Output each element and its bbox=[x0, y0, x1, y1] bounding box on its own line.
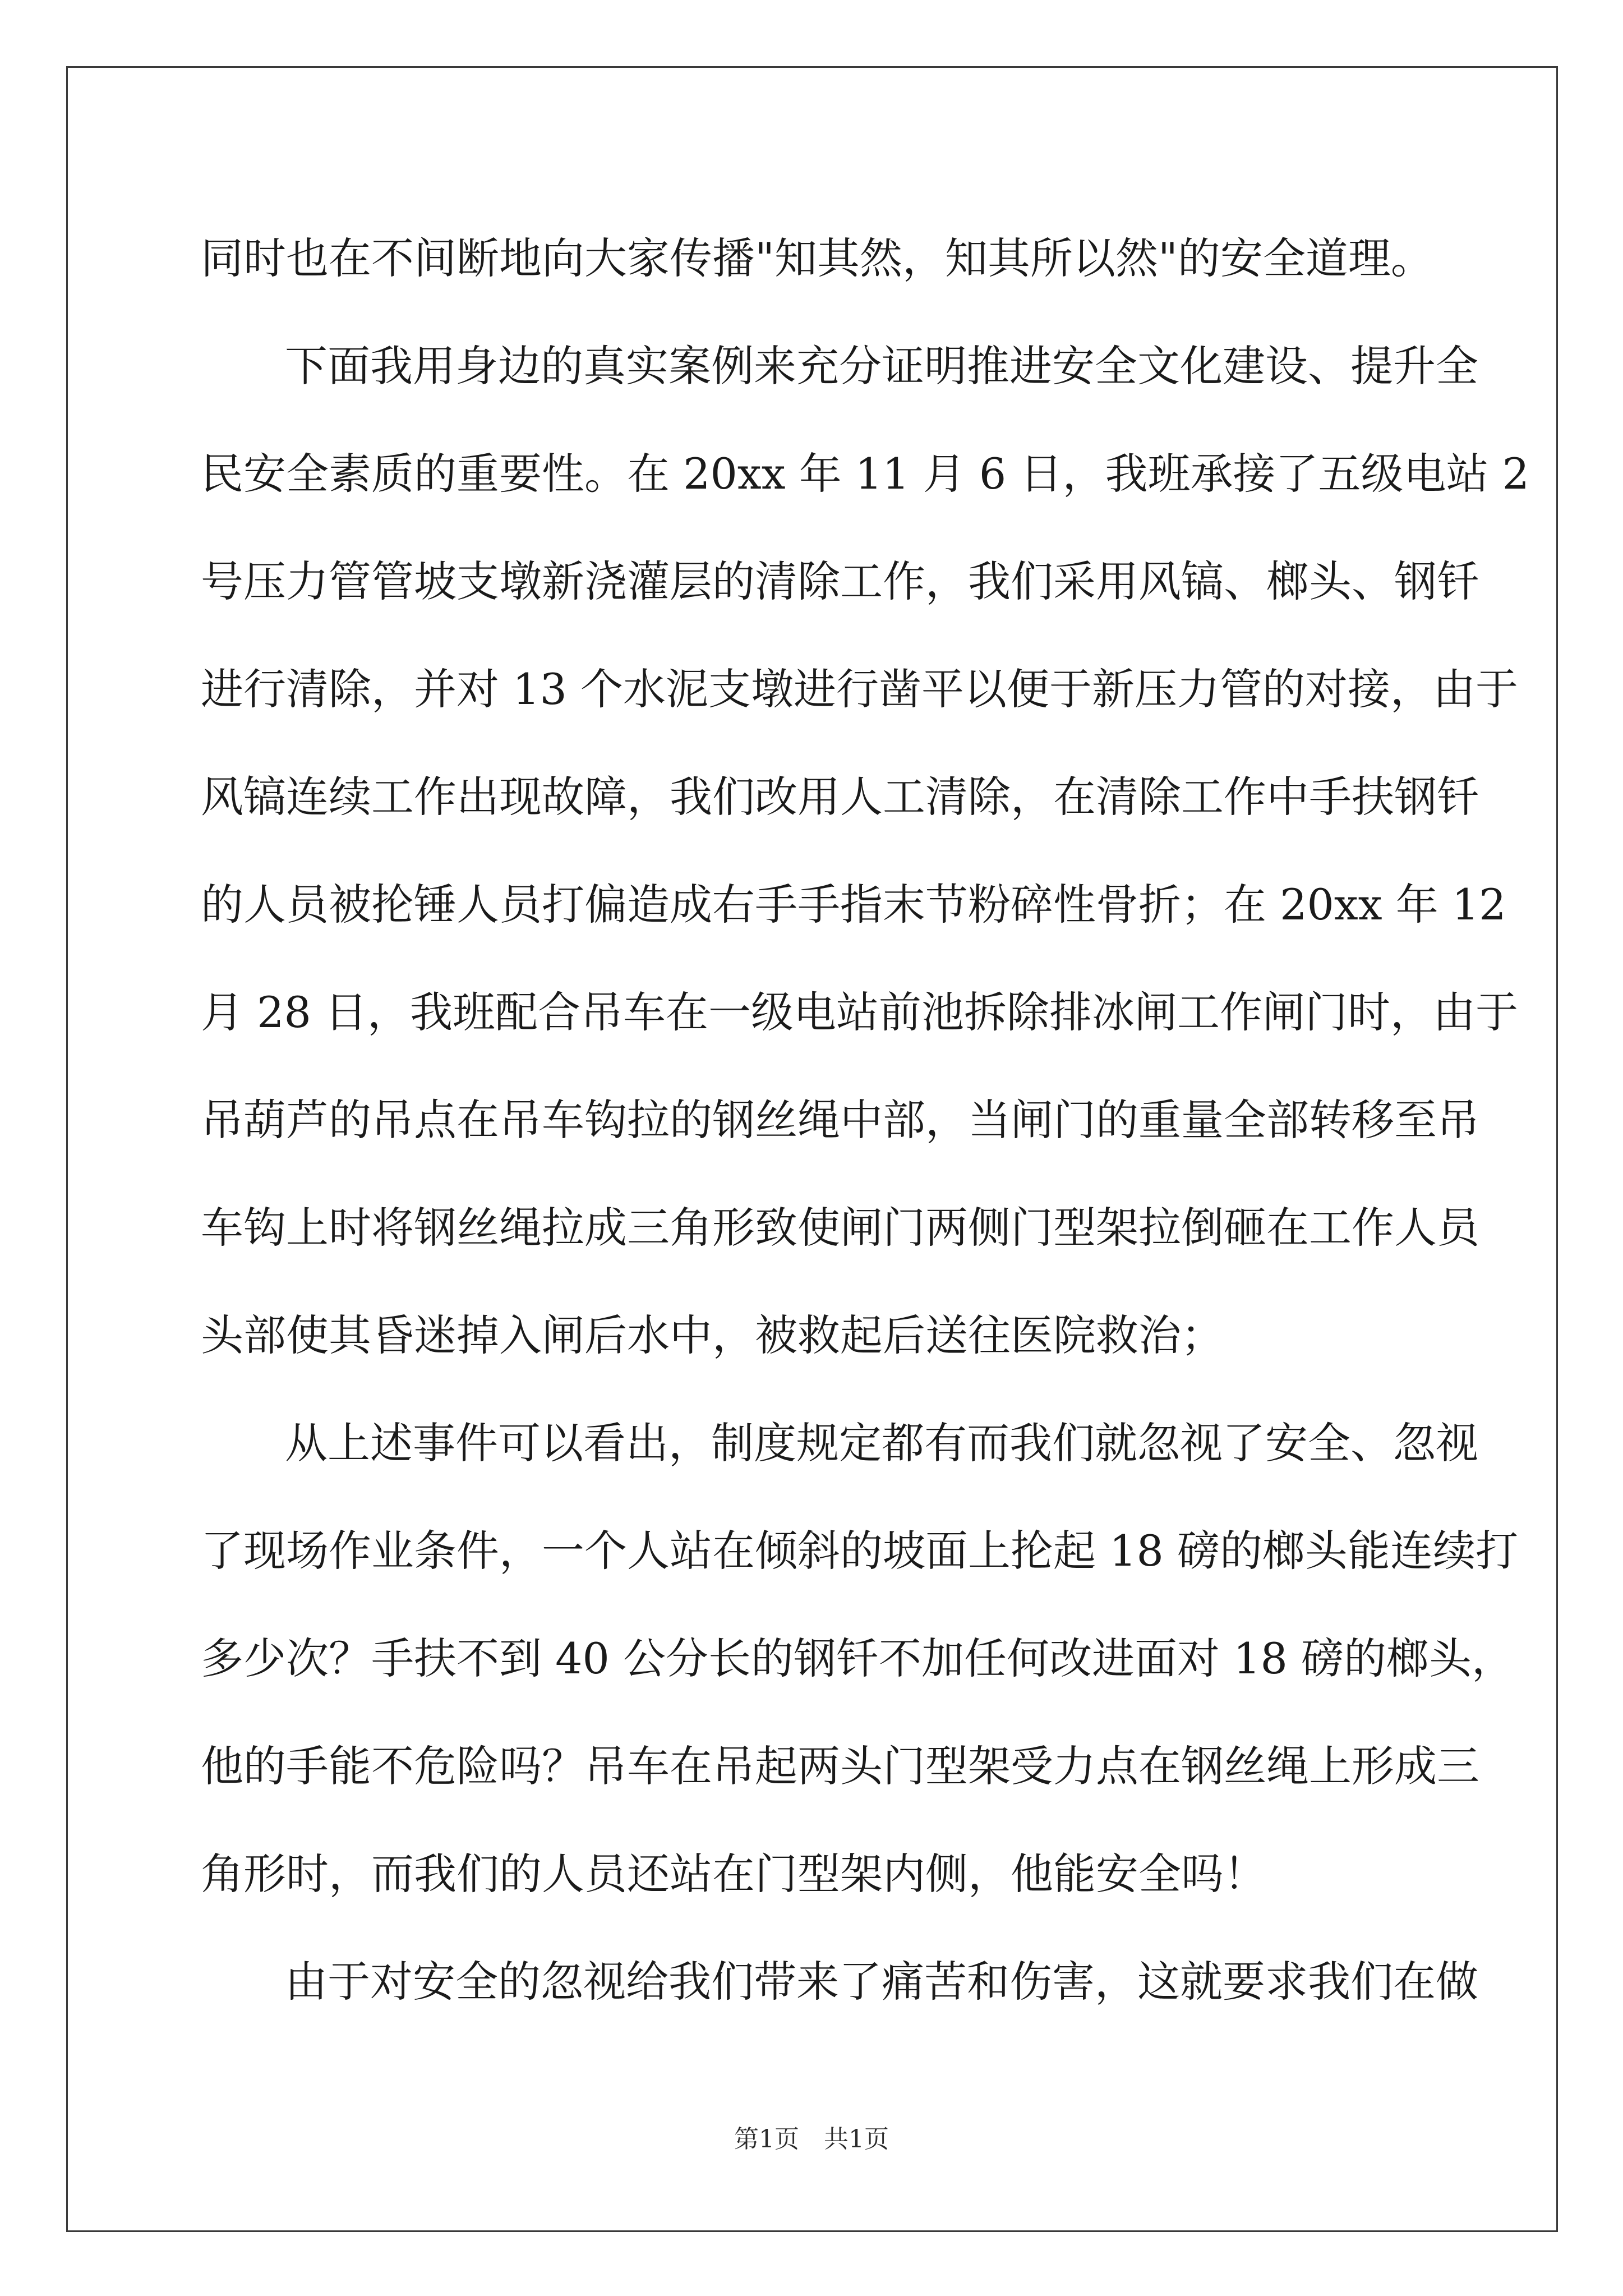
paragraph-start-line: 下面我用身边的真实案例来充分证明推进安全文化建设、提升全 bbox=[285, 341, 1478, 391]
text-line: 的人员被抡锤人员打偏造成右手手指末节粉碎性骨折；在 20xx 年 12 bbox=[201, 880, 1506, 930]
text-line: 号压力管管坡支墩新浇灌层的清除工作，我们采用风镐、榔头、钢钎 bbox=[201, 556, 1479, 606]
text-line: 角形时，而我们的人员还站在门型架内侧，他能安全吗！ bbox=[201, 1849, 1266, 1899]
page-number-footer: 第1页 共1页 bbox=[734, 2125, 889, 2154]
text-line: 了现场作业条件，一个人站在倾斜的坡面上抡起 18 磅的榔头能连续打 bbox=[201, 1526, 1519, 1576]
text-line: 进行清除，并对 13 个水泥支墩进行凿平以便于新压力管的对接，由于 bbox=[201, 664, 1519, 714]
text-line: 风镐连续工作出现故障，我们改用人工清除，在清除工作中手扶钢钎 bbox=[201, 772, 1479, 822]
text-line: 多少次？手扶不到 40 公分长的钢钎不加任何改进面对 18 磅的榔头， bbox=[201, 1634, 1515, 1683]
text-line: 民安全素质的重要性。在 20xx 年 11 月 6 日，我班承接了五级电站 2 bbox=[201, 449, 1529, 499]
paragraph-start-line: 由于对安全的忽视给我们带来了痛苦和伤害，这就要求我们在做 bbox=[285, 1957, 1478, 2007]
text-line: 月 28 日，我班配合吊车在一级电站前池拆除排冰闸工作闸门时，由于 bbox=[201, 987, 1519, 1037]
text-line: 车钩上时将钢丝绳拉成三角形致使闸门两侧门型架拉倒砸在工作人员 bbox=[201, 1203, 1479, 1253]
text-line: 头部使其昏迷掉入闸后水中，被救起后送往医院救治； bbox=[201, 1310, 1224, 1360]
text-line: 他的手能不危险吗？吊车在吊起两头门型架受力点在钢丝绳上形成三 bbox=[201, 1741, 1479, 1791]
text-line: 同时也在不间断地向大家传播"知其然，知其所以然"的安全道理。 bbox=[201, 233, 1433, 283]
paragraph-start-line: 从上述事件可以看出，制度规定都有而我们就忽视了安全、忽视 bbox=[285, 1418, 1478, 1468]
document-body bbox=[201, 205, 1529, 2036]
text-line: 吊葫芦的吊点在吊车钩拉的钢丝绳中部，当闸门的重量全部转移至吊 bbox=[201, 1095, 1479, 1145]
